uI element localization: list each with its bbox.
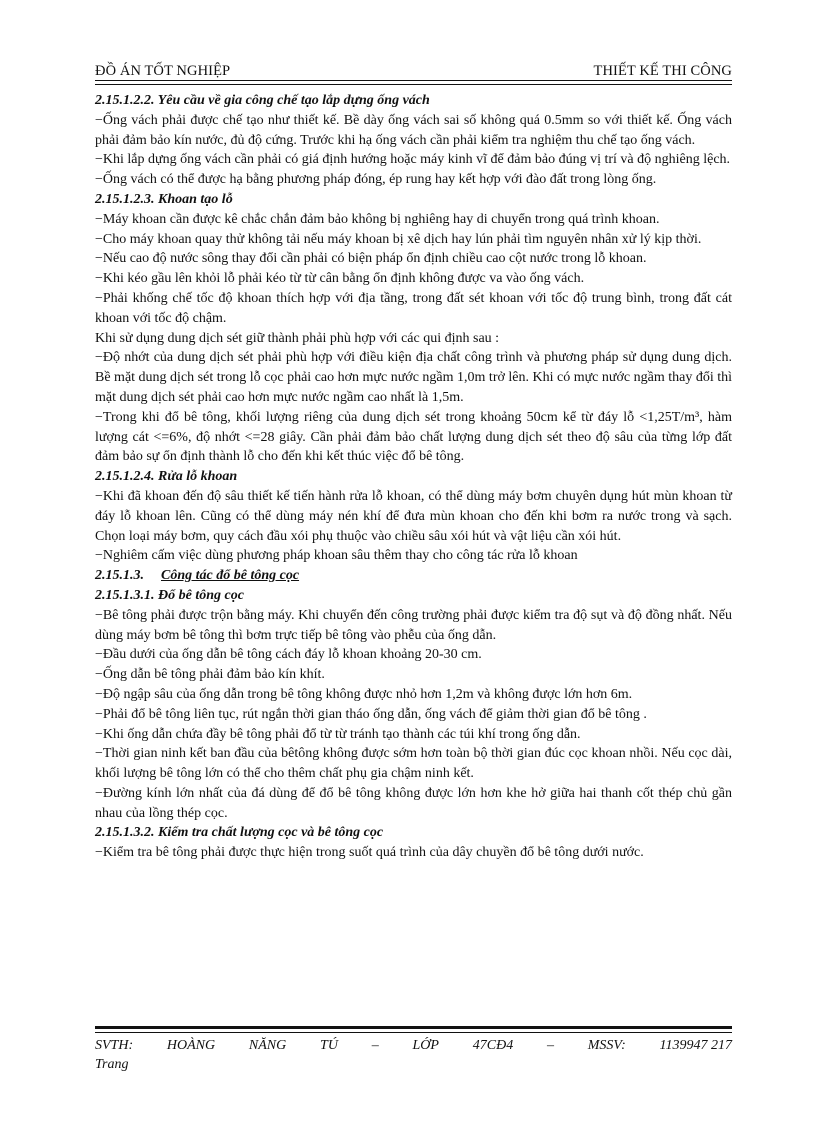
- section-heading: 2.15.1.2.3. Khoan tạo lỗ: [95, 191, 233, 207]
- body-paragraph: −Khi lắp dựng ống vách cần phải có giá định hướng hoặc máy kinh vĩ để đảm bảo đúng vị trí và độ nghiêng lệch.: [95, 152, 731, 168]
- footer-name-3: TÚ: [320, 1038, 338, 1053]
- section-heading-major: [95, 566, 732, 586]
- page-header: [95, 58, 732, 80]
- footer-name-1: HOÀNG: [166, 1038, 216, 1053]
- footer-rule-thin: [95, 1032, 732, 1033]
- body-paragraph: −Bê tông phải được trộn bằng máy. Khi chuyển đến công trường phải được kiểm tra độ sụt và độ đồng nhất. Nếu dùng máy bơm bê tông thì bơm trực tiếp bê tông vào phễu của ống dẫn.: [95, 607, 732, 643]
- body-paragraph: −Phải khống chế tốc độ khoan thích hợp với địa tầng, trong đất sét khoan với tốc độ trung bình, trong đất cát khoan với tốc độ chậm.: [95, 290, 732, 326]
- footer-mssv-number: 1139947: [659, 1038, 708, 1053]
- body-paragraph: −Đầu dưới của ống dẫn bê tông cách đáy lỗ khoan khoảng 20-30 cm.: [95, 647, 482, 663]
- section-heading: 2.15.1.2.2. Yêu cầu về gia công chế tạo lắp dựng ống vách: [95, 93, 430, 108]
- footer-trang: Trang: [95, 1057, 129, 1072]
- body-paragraph: −Cho máy khoan quay thử không tải nếu máy khoan bị xê dịch hay lún phải tìm nguyên nhân xử lý kịp thời.: [95, 231, 702, 247]
- body-paragraph: Khi sử dụng dung dịch sét giữ thành phải phù hợp với các qui định sau :: [95, 330, 500, 346]
- section-title: Công tác đổ bê tông cọc: [161, 568, 300, 584]
- section-number: 2.15.1.3.: [95, 568, 144, 584]
- page-footer: [95, 1036, 732, 1074]
- body-paragraph: −Thời gian ninh kết ban đầu của bêtông không được sớm hơn toàn bộ thời gian đúc cọc khoan nhồi. Nếu cọc dài, khối lượng bê tông lớn có thể cho thêm chất phụ gia chậm ninh kết.: [95, 746, 732, 782]
- body-paragraph: −Phải đổ bê tông liên tục, rút ngắn thời gian tháo ống dẫn, ống vách để giảm thời gian đổ bê tông .: [95, 706, 647, 722]
- body-paragraph: −Trong khi đổ bê tông, khối lượng riêng của dung dịch sét trong khoảng 50cm kể từ đáy lỗ <1,25T/m³, hàm lượng cát <=6%, độ nhớt <=28 giây. Cần phải đảm bảo chất lượng dung dịch sét theo độ sâu của từng lớp đất đảm bảo sự ổn định thành lỗ cho đến khi kết thúc việc đổ bê tông.: [95, 409, 732, 465]
- body-paragraph: −Máy khoan cần được kê chắc chắn đảm bảo không bị nghiêng hay di chuyển trong quá trình khoan.: [95, 211, 660, 227]
- section-heading: 2.15.1.2.4. Rửa lỗ khoan: [95, 469, 238, 485]
- header-rule: [95, 80, 732, 81]
- body-paragraph: −Nếu cao độ nước sông thay đổi cần phải có biện pháp ổn định chiều cao cột nước trong lỗ khoan.: [95, 251, 647, 267]
- section-heading: 2.15.1.3.2. Kiểm tra chất lượng cọc và bê tông cọc: [95, 825, 384, 841]
- footer-mssv-label: MSSV:: [587, 1038, 626, 1053]
- footer-name-2: NĂNG: [248, 1038, 287, 1053]
- body-paragraph: −Nghiêm cấm việc dùng phương pháp khoan sâu thêm thay cho công tác rửa lỗ khoan: [95, 548, 578, 564]
- section-heading: 2.15.1.3.1. Đổ bê tông cọc: [95, 587, 244, 603]
- body-paragraph: −Ống vách phải được chế tạo như thiết kế. Bề dày ống vách sai số không quá 0.5mm so với thiết kế. Ống vách phải đảm bảo kín nước, đủ độ cứng. Trước khi hạ ống vách cần phải kiểm tra nghiệm thu chế tạo ống vách.: [95, 112, 732, 148]
- footer-line: [95, 1036, 732, 1055]
- body-paragraph: −Ống vách có thể được hạ bằng phương pháp đóng, ép rung hay kết hợp với đào đất trong lòng ống.: [95, 172, 657, 188]
- page-number: 217: [710, 1038, 732, 1053]
- body-paragraph: −Độ ngập sâu của ống dẫn trong bê tông không được nhỏ hơn 1,2m và không được lớn hơn 6m.: [95, 686, 633, 702]
- body-paragraph: −Ống dẫn bê tông phải đảm bảo kín khít.: [95, 667, 325, 683]
- body-paragraph: −Đường kính lớn nhất của đá dùng để đổ bê tông không được lớn hơn khe hở giữa hai thanh cốt thép chủ gần nhau của lồng thép cọc.: [95, 785, 732, 821]
- footer-mssv-value: [660, 1036, 732, 1055]
- footer-rule-thick: [95, 1026, 732, 1029]
- body-paragraph: −Khi đã khoan đến độ sâu thiết kế tiến hành rửa lỗ khoan, có thể dùng máy bơm chuyên dụng hút mùn khoan từ đáy lỗ khoan lên. Cũng có thể dùng máy nén khí để đưa mùn khoan cho đến khi bơm ra nước trong và sạch. Chọn loại máy bơm, quy cách đầu xói phụ thuộc vào chiều sâu xói hút và vật liệu cần xói hút.: [95, 488, 732, 544]
- footer-svth-label: SVTH:: [95, 1038, 134, 1053]
- body-paragraph: −Khi ống dẫn chứa đầy bê tông phải đổ từ từ tránh tạo thành các túi khí trong ống dẫn.: [95, 726, 581, 742]
- header-left-title: ĐỒ ÁN TỐT NGHIỆP: [95, 63, 231, 79]
- body-paragraph: −Kiểm tra bê tông phải được thực hiện trong suốt quá trình của dây chuyền đổ bê tông dưới nước.: [95, 845, 644, 861]
- body-paragraph: −Khi kéo gầu lên khỏi lỗ phải kéo từ từ cân bằng ổn định không được va vào ống vách.: [95, 271, 585, 287]
- footer-dash-1: –: [371, 1038, 379, 1053]
- document-body: [95, 91, 732, 863]
- footer-dash-2: –: [546, 1038, 554, 1053]
- header-rule-thin: [95, 84, 732, 85]
- footer-class: 47CĐ4: [472, 1038, 514, 1053]
- header-right-title: THIẾT KẾ THI CÔNG: [593, 63, 732, 79]
- body-paragraph: −Độ nhớt của dung dịch sét phải phù hợp với điều kiện địa chất công trình và phương pháp sử dụng dung dịch. Bề mặt dung dịch sét trong lỗ cọc phải cao hơn mực nước ngầm 1,0m trở lên. Khi có mực nước ngầm thay đổi thì mặt dung dịch sét phải cao hơn mực nước ngầm cao nhất là 1,5m.: [95, 350, 732, 405]
- footer-lop-label: LỚP: [412, 1038, 439, 1053]
